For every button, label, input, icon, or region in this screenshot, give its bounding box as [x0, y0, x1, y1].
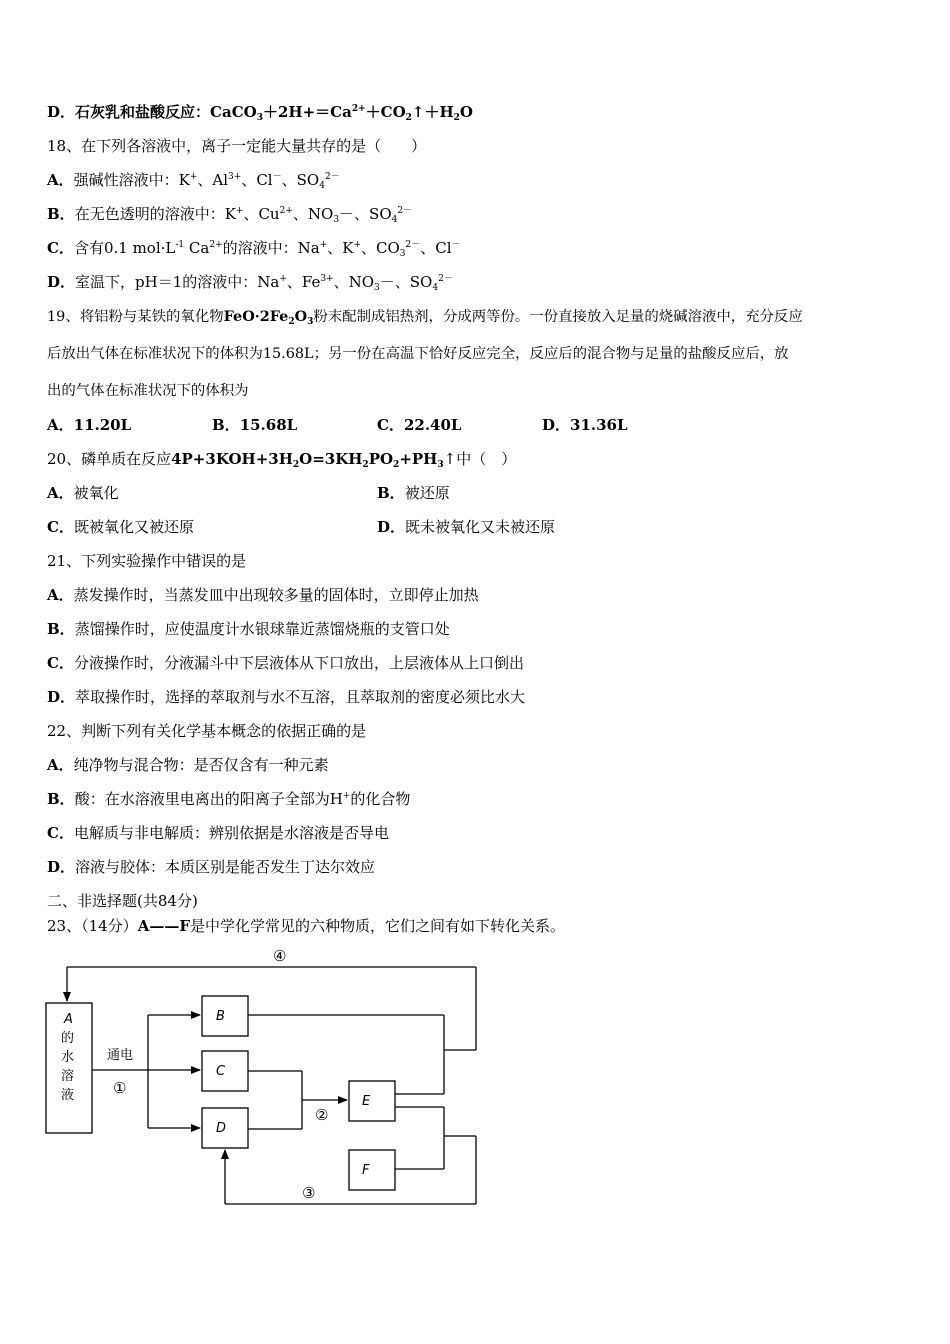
q20-option-b: B．被还原 [377, 484, 450, 502]
box-c-label: C [216, 1064, 226, 1079]
section-2-title: 二、非选择题(共84分) [47, 892, 198, 910]
q20-option-c: C．既被氧化又被还原 [47, 518, 194, 536]
q21-option-b: B．蒸馏操作时，应使温度计水银球靠近蒸馏烧瓶的支管口处 [47, 620, 450, 638]
q18-option-b: B．在无色透明的溶液中：K+、$Cu^{2+}$、$NO_3-$、$SO_4^{2-}$ [47, 205, 413, 225]
q17-option-d: D．石灰乳和盐酸反应：$CaCO_3+2H+=Ca^{2+}+CO_2↑+H_2O$ [47, 103, 473, 123]
q22-option-c: C．电解质与非电解质：辨别依据是水溶液是否导电 [47, 824, 389, 842]
q19-option-b: B．15.68L [212, 416, 298, 434]
q19-option-d: D．31.36L [542, 416, 628, 434]
label-power: 通电 [107, 1048, 134, 1063]
box-a-label-2: 的 [61, 1031, 75, 1046]
q22-option-a: A．纯净物与混合物：是否仅含有一种元素 [47, 756, 329, 774]
q21-option-a: A．蒸发操作时，当蒸发皿中出现较多量的固体时，立即停止加热 [47, 586, 479, 604]
q22-option-b: B．酸：在水溶液里电离出的阳离子全部为H+的化合物 [47, 790, 411, 808]
step-3: ③ [302, 1184, 316, 1202]
box-f-label: F [362, 1163, 370, 1178]
q20-option-a: A．被氧化 [47, 484, 119, 502]
q22-option-d: D．溶液与胶体：本质区别是能否发生丁达尔效应 [47, 858, 376, 876]
box-b-label: B [216, 1009, 225, 1024]
q22-stem: 22、判断下列有关化学基本概念的依据正确的是 [47, 722, 367, 740]
q19-stem-line1: 19、将铝粉与某铁的氧化物$FeO\cdot 2Fe_2O_3$粉末配制成铝热剂，分成两等份。一份直接放入足量的烧碱溶液中，充分反应 [47, 308, 803, 327]
box-e [349, 1081, 395, 1121]
box-f [349, 1150, 395, 1190]
q20-option-d: D．既未被氧化又未被还原 [377, 518, 556, 536]
step-4: ④ [273, 947, 287, 965]
q21-option-d: D．萃取操作时，选择的萃取剂与水不互溶，且萃取剂的密度必须比水大 [47, 688, 526, 706]
q18-option-c: C．含有0.1 $mol\cdot L^{-1}$ $Ca^{2+}$的溶液中：Na+、K+、$CO_3^{2-}$、Cl－ [47, 239, 461, 259]
step-2: ② [315, 1106, 329, 1124]
q21-option-c: C．分液操作时，分液漏斗中下层液体从下口放出，上层液体从上口倒出 [47, 654, 524, 672]
q18-option-a: A．强碱性溶液中：K+、$Al^{3+}$、Cl－、$SO_4^{2-}$ [47, 171, 340, 191]
box-d-label: D [216, 1121, 227, 1136]
q19-option-c: C．22.40L [377, 416, 462, 434]
q19-stem-line2: 后放出气体在标准状况下的体积为15.68L；另一份在高温下恰好反应完全，反应后的混合物与足量的盐酸反应后，放 [47, 346, 789, 362]
box-e-label: E [362, 1094, 371, 1109]
box-b [202, 996, 248, 1036]
q20-stem: 20、磷单质在反应$4P+3KOH+3H_2O=3KH_2PO_2+PH_3↑$中（ ） [47, 450, 517, 470]
q19-option-a: A．11.20L [47, 416, 132, 434]
step-1: ① [113, 1079, 127, 1097]
q18-stem: 18、在下列各溶液中，离子一定能大量共存的是（ ） [47, 137, 427, 155]
box-a-label-4: 溶 [61, 1069, 75, 1084]
conversion-diagram [40, 940, 490, 1210]
q19-stem-line3: 出的气体在标准状况下的体积为 [47, 383, 249, 399]
q21-stem: 21、下列实验操作中错误的是 [47, 552, 247, 570]
box-a-label-5: 液 [61, 1088, 75, 1103]
q18-option-d: D．室温下，pH＝1的溶液中：Na+、$Fe^{3+}$、$NO_3-$、$SO_4^{2-}$ [47, 273, 453, 293]
box-a-label-1: A [64, 1012, 73, 1027]
box-a-label-3: 水 [61, 1050, 75, 1065]
q23-stem: 23、（14分）A——F是中学化学常见的六种物质，它们之间有如下转化关系。 [47, 917, 565, 935]
